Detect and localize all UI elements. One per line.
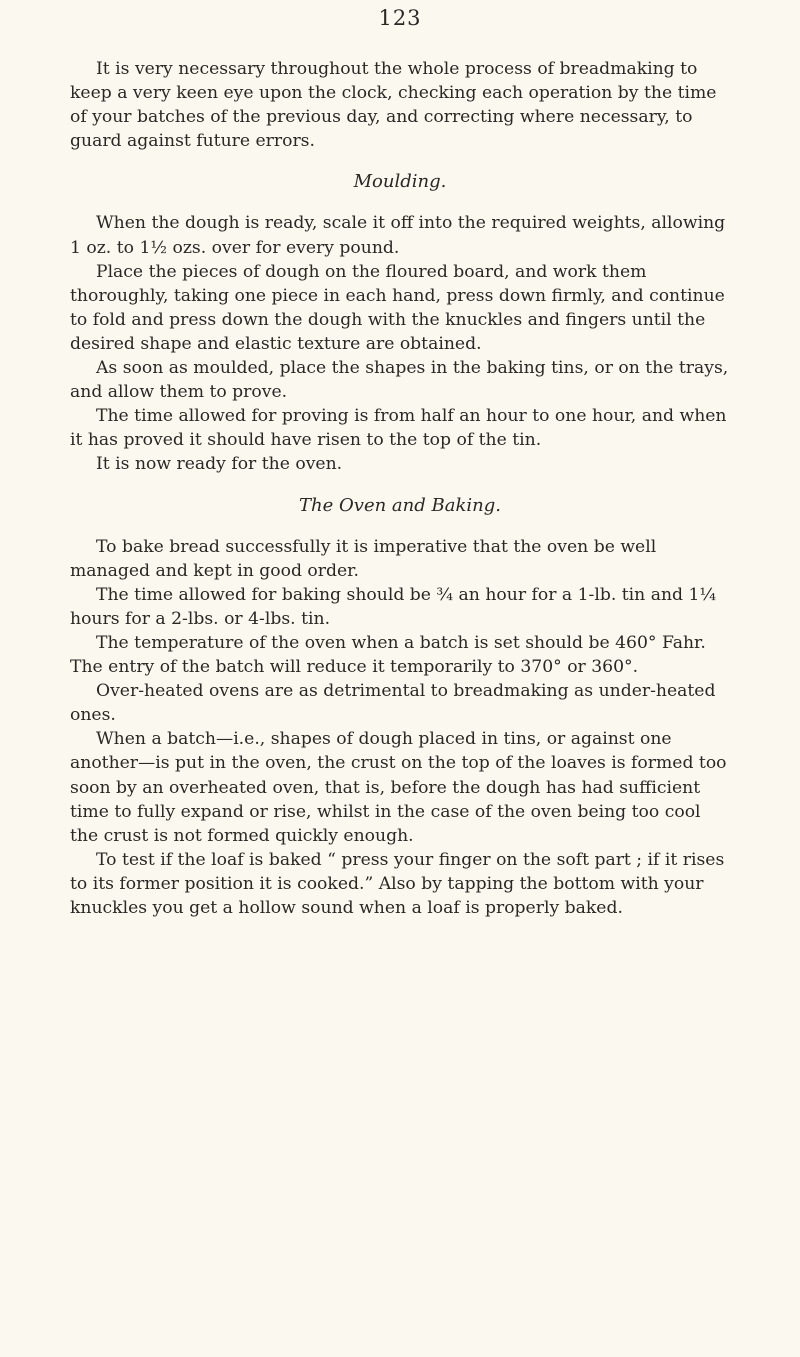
section-heading-moulding: Moulding. (353, 171, 447, 193)
paragraph: To bake bread successfully it is imperative that the oven be well managed and kept in good order. (70, 536, 657, 581)
paragraph: To test if the loaf is baked “ press your finger on the soft part ; if it rises to its former position it is cooked.” Also by tapping the bottom with your knuckles you get a hollow sound when a loaf is properly baked. (70, 849, 725, 918)
paragraph: The time allowed for proving is from half an hour to one hour, and when it has proved it should have risen to the top of the tin. (70, 406, 727, 451)
paragraph: The time allowed for baking should be ¾ an hour for a 1-lb. tin and 1¼ hours for a 2-lbs. or 4-lbs. tin. (70, 584, 717, 629)
paragraph: The temperature of the oven when a batch is set should be 460° Fahr. The entry of the batch will reduce it temporarily to 370° or 360°. (70, 632, 706, 678)
page-number: 123 (378, 6, 422, 30)
paragraph: When the dough is ready, scale it off into the required weights, allowing 1 oz. to 1½ ozs. over for every pound. (70, 213, 726, 258)
section-heading-oven-baking: The Oven and Baking. (299, 494, 501, 516)
intro-paragraph: It is very necessary throughout the whole process of breadmaking to keep a very keen eye upon the clock, checking each operation by the time of your batches of the previous day, and correcting where necessary, to guard against future errors. (70, 59, 717, 152)
paragraph: When a batch—i.e., shapes of dough placed in tins, or against one another—is put in the oven, the crust on the top of the loaves is formed too soon by an overheated oven, that is, before the dough has had sufficient time to fully expand or rise, whilst in the case of the oven being too cool the crust is not formed quickly enough. (70, 729, 727, 846)
paragraph: Place the pieces of dough on the floured board, and work them thoroughly, taking one piece in each hand, press down firmly, and continue to fold and press down the dough with the knuckles and fingers until the desired shape and elastic texture are obtained. (70, 261, 725, 354)
page-body (70, 57, 730, 920)
paragraph: Over-heated ovens are as detrimental to breadmaking as under-heated ones. (70, 681, 716, 726)
paragraph: It is now ready for the oven. (96, 454, 343, 475)
paragraph: As soon as moulded, place the shapes in the baking tins, or on the trays, and allow them to prove. (70, 358, 729, 403)
